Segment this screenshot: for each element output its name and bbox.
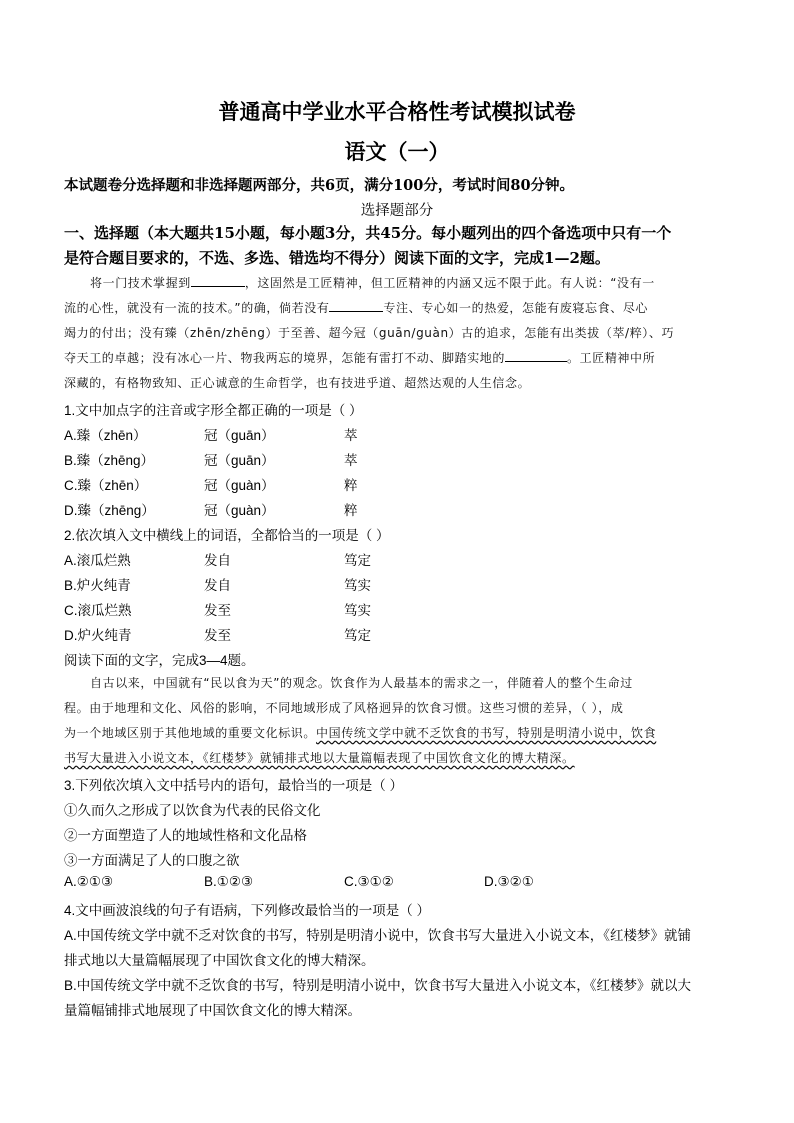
fill-blank-1 xyxy=(191,276,245,287)
q1-option-cell: 萃 xyxy=(344,453,358,468)
q3-option-c[interactable]: C.③①② xyxy=(344,874,394,889)
q2-option-cell: 笃实 xyxy=(344,603,371,618)
fill-blank-2 xyxy=(329,301,383,312)
passage1-line-5: 深藏的，有格物致知、正心诚意的生命哲学，也有技进乎道、超然达观的人生信念。 xyxy=(64,376,531,390)
reading-lead: 阅读下面的文字，完成3—4题。 xyxy=(64,653,255,668)
fill-blank-3 xyxy=(505,351,567,362)
q1-option-cell: 粹 xyxy=(344,478,358,493)
instruction-line-2: 是符合题目要求的，不选、多选、错选均不得分）阅读下面的文字，完成1—2题。 xyxy=(64,249,610,267)
section-heading: 选择题部分 xyxy=(360,203,434,219)
q2-option-cell: 笃实 xyxy=(344,578,371,593)
q3-option-a[interactable]: A.②①③ xyxy=(64,874,114,889)
q4-option-b-line-1[interactable]: B.中国传统文学中就不乏饮食的书写，特别是明清小说中，饮食书写大量进入小说文本，《红楼梦》就以大 xyxy=(64,978,692,993)
passage2-line-1: 自古以来，中国就有“民以食为天”的观念。饮食作为人最基本的需求之一，伴随着人的整个生命过 xyxy=(90,676,633,690)
q1-option-cell: 冠（guàn） xyxy=(204,478,275,493)
passage1-line-1 xyxy=(90,274,756,291)
passage1-line-2 xyxy=(64,299,730,316)
q1-option-cell: 冠（guān） xyxy=(204,428,275,443)
q2-option[interactable]: B.炉火纯青 xyxy=(64,578,131,593)
passage1-line-3: 竭力的付出；没有臻（zhēn/zhēng）于至善、超今冠（guān/guàn）古的追求，怎能有出类拔（萃/粹）、巧 xyxy=(64,326,675,340)
q1-option[interactable]: B.臻（zhēng） xyxy=(64,453,155,468)
q3-sentence-2: ②一方面塑造了人的地域性格和文化品格 xyxy=(64,828,307,843)
passage2-line-3 xyxy=(64,724,730,741)
exam-title: 普通高中学业水平合格性考试模拟试卷 xyxy=(218,99,576,124)
q1-option[interactable]: C.臻（zhēn） xyxy=(64,478,148,493)
q2-option-cell: 发自 xyxy=(204,578,231,593)
passage1-line-4 xyxy=(64,349,730,366)
q2-option-cell: 发至 xyxy=(204,603,231,618)
wavy-underlined-sentence: 中国传统文学中就不乏饮食的书写，特别是明清小说中，饮食 xyxy=(316,726,657,740)
question-2-stem: 2.依次填入文中横线上的词语，全都恰当的一项是（ ） xyxy=(64,528,390,543)
q2-option-cell: 发至 xyxy=(204,628,231,643)
q4-option-a-line-1[interactable]: A.中国传统文学中就不乏对饮食的书写，特别是明清小说中，饮食书写大量进入小说文本，《红楼梦》就铺 xyxy=(64,928,692,943)
subject-title: 语文（一） xyxy=(344,139,450,164)
q4-option-a-line-2[interactable]: 排式地以大量篇幅展现了中国饮食文化的博大精深。 xyxy=(64,953,375,968)
passage1-text: 流的心性，就没有一流的技术。”的确，倘若没有 xyxy=(64,301,330,315)
exam-intro: 本试题卷分选择题和非选择题两部分，共6页，满分100分，考试时间80分钟。 xyxy=(64,177,575,194)
q1-option[interactable]: A.臻（zhēn） xyxy=(64,428,147,443)
passage1-text: 。工匠精神中所 xyxy=(567,351,656,365)
instruction-line-1: 一、选择题（本大题共15小题，每小题3分，共45分。每小题列出的四个备选项中只有一个 xyxy=(64,224,672,242)
q2-option-cell: 笃定 xyxy=(344,628,371,643)
question-1-stem: 1.文中加点字的注音或字形全都正确的一项是（ ） xyxy=(64,403,363,418)
q2-option-cell: 发自 xyxy=(204,553,231,568)
q4-option-b-line-2[interactable]: 量篇幅铺排式地展现了中国饮食文化的博大精深。 xyxy=(64,1003,361,1018)
q1-option-cell: 粹 xyxy=(344,503,358,518)
passage1-text: ，这固然是工匠精神，但工匠精神的内涵又远不限于此。有人说：“没有一 xyxy=(244,276,655,290)
q1-option-cell: 萃 xyxy=(344,428,358,443)
passage1-text: 将一门技术掌握到 xyxy=(90,276,191,290)
q3-option-d[interactable]: D.③②① xyxy=(484,874,534,889)
passage1-text: 夺天工的卓越；没有冰心一片、物我两忘的境界，怎能有雷打不动、脚踏实地的 xyxy=(64,351,506,365)
q1-option[interactable]: D.臻（zhēng） xyxy=(64,503,155,518)
question-3-stem: 3.下列依次填入文中括号内的语句，最恰当的一项是（ ） xyxy=(64,778,404,793)
q1-option-cell: 冠（guàn） xyxy=(204,503,275,518)
q2-option[interactable]: C.滚瓜烂熟 xyxy=(64,603,132,618)
q3-option-b[interactable]: B.①②③ xyxy=(204,874,254,889)
q3-sentence-1: ①久而久之形成了以饮食为代表的民俗文化 xyxy=(64,803,321,818)
q3-sentence-3: ③一方面满足了人的口腹之欲 xyxy=(64,853,240,868)
passage2-line-4: 书写大量进入小说文本，《红楼梦》就铺排式地以大量篇幅表现了中国饮食文化的博大精深。 xyxy=(64,751,575,765)
q2-option[interactable]: D.炉火纯青 xyxy=(64,628,132,643)
question-4-stem: 4.文中画波浪线的句子有语病，下列修改最恰当的一项是（ ） xyxy=(64,903,431,918)
passage2-text: 为一个地域区别于其他地域的重要文化标识。 xyxy=(64,726,317,740)
q1-option-cell: 冠（guān） xyxy=(204,453,275,468)
q2-option[interactable]: A.滚瓜烂熟 xyxy=(64,553,131,568)
passage1-text: 专注、专心如一的热爱，怎能有废寝忘食、尽心 xyxy=(383,301,649,315)
passage2-line-2: 程。由于地理和文化、风俗的影响，不同地域形成了风格迥异的饮食习惯。这些习惯的差异，（ ），成 xyxy=(64,701,624,715)
q2-option-cell: 笃定 xyxy=(344,553,371,568)
